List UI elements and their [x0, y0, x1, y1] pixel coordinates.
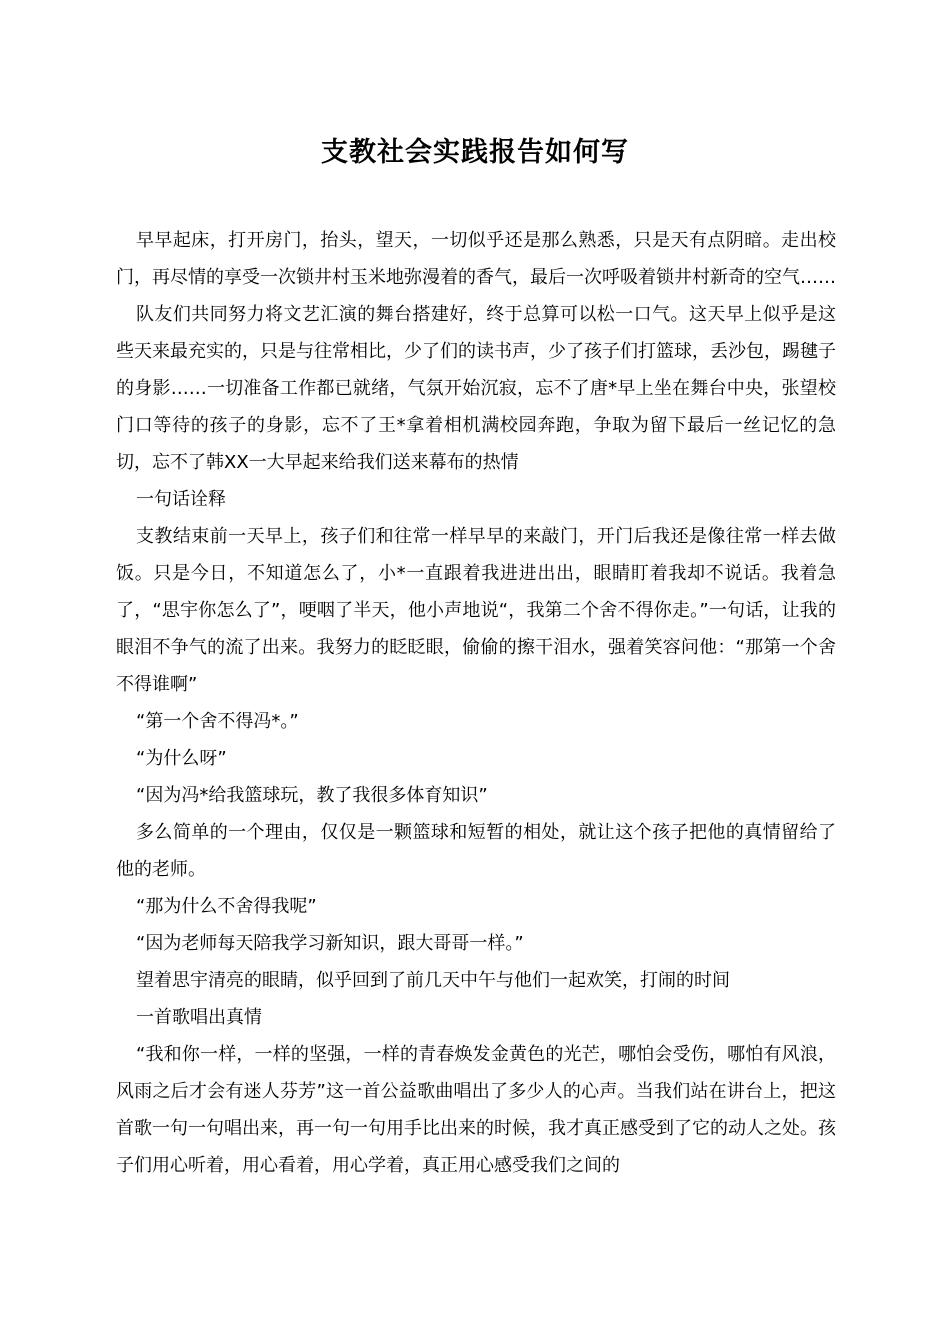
dialogue-line: “因为老师每天陪我学习新知识，跟大哥哥一样。”	[136, 933, 524, 954]
paragraph: 多么简单的一个理由，仅仅是一颗篮球和短暂的相处，就让这个孩子把他的真情留给了他的老师。	[116, 822, 836, 880]
paragraph: 早早起床，打开房门，抬头，望天，一切似乎还是那么熟悉，只是天有点阴暗。走出校门，再尽情的享受一次锁井村玉米地弥漫着的香气，最后一次呼吸着锁井村新奇的空气……	[116, 230, 836, 288]
paragraph: “我和你一样，一样的坚强，一样的青春焕发金黄色的光芒，哪怕会受伤，哪怕有风浪，风雨之后才会有迷人芬芳”这一首公益歌曲唱出了多少人的心声。当我们站在讲台上，把这首歌一句一句唱出来，再一句一句用手比出来的时候，我才真正感受到了它的动人之处。孩子们用心听着，用心看着，用心学着，真正用心感受我们之间的	[116, 1044, 836, 1176]
paragraph: 望着思宇清亮的眼睛，似乎回到了前几天中午与他们一起欢笑，打闹的时间	[136, 970, 730, 991]
paragraph: 队友们共同努力将文艺汇演的舞台搭建好，终于总算可以松一口气。这天早上似乎是这些天来最充实的，只是与往常相比，少了们的读书声，少了孩子们打篮球，丢沙包，踢毽子的身影……一切准备工作都已就绪，气氛开始沉寂，忘不了唐*早上坐在舞台中央，张望校门口等待的孩子的身影，忘不了王*拿着相机满校园奔跑，争取为留下最后一丝记忆的急切，忘不了韩XX一大早起来给我们送来幕布的热情	[116, 304, 836, 473]
dialogue-line: “那为什么不舍得我呢”	[136, 896, 317, 917]
document-title: 支教社会实践报告如何写	[321, 137, 629, 168]
section-heading: 一首歌唱出真情	[136, 1007, 262, 1028]
section-heading: 一句话诠释	[136, 489, 226, 510]
dialogue-line: “第一个舍不得冯*。”	[136, 711, 299, 732]
dialogue-line: “因为冯*给我篮球玩，教了我很多体育知识”	[136, 785, 488, 806]
paragraph: 支教结束前一天早上，孩子们和往常一样早早的来敲门，开门后我还是像往常一样去做饭。只是今日，不知道怎么了，小*一直跟着我进进出出，眼睛盯着我却不说话。我着急了，“思宇你怎么了”，哽咽了半天，他小声地说“，我第二个舍不得你走。”一句话，让我的眼泪不争气的流了出来。我努力的眨眨眼，偷偷的擦干泪水，强着笑容问他：“那第一个舍不得谁啊”	[116, 526, 836, 695]
dialogue-line: “为什么呀”	[136, 748, 227, 769]
document-body	[116, 222, 836, 1184]
